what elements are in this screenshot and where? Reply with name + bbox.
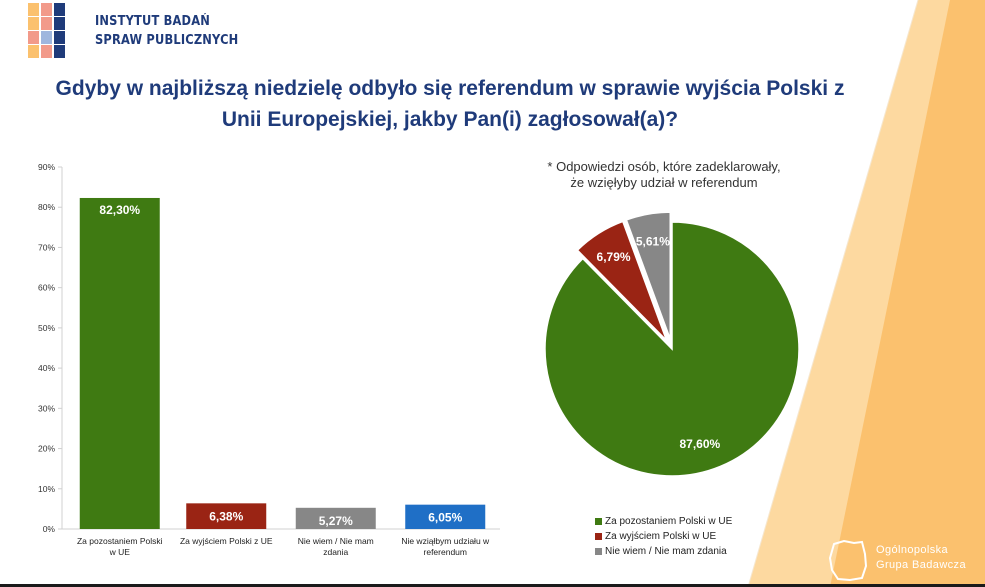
pie-legend xyxy=(595,514,732,559)
y-tick-label: 90% xyxy=(37,162,55,172)
x-tick-label: referendum xyxy=(423,547,467,557)
x-tick-label: Za pozostaniem Polski xyxy=(76,536,163,546)
y-tick-label: 60% xyxy=(37,282,55,293)
y-tick-label: 40% xyxy=(37,363,55,374)
y-tick-label: 50% xyxy=(37,322,55,333)
legend-label: Za pozostaniem Polski w UE xyxy=(605,516,733,527)
pie-note-line1: * Odpowiedzi osób, które zadeklarowały, xyxy=(547,159,781,174)
x-tick-label: Nie wiem / Nie mam xyxy=(297,536,374,546)
legend-item xyxy=(595,514,732,529)
chart-title-line2: Unii Europejskiej, jakby Pan(i) zagłosował(a)? xyxy=(221,108,679,131)
pie-note-line2: że wzięłyby udział w referendum xyxy=(570,175,758,190)
x-tick-label: Za wyjściem Polski z UE xyxy=(179,536,273,546)
institute-name-line2: SPRAW PUBLICZNYCH xyxy=(95,33,239,48)
y-tick-label: 10% xyxy=(37,483,55,494)
footer-brand-line1: Ogólnopolska xyxy=(876,544,949,556)
footer-brand xyxy=(876,543,966,573)
legend-label: Za wyjściem Polski w UE xyxy=(605,531,717,542)
x-tick-label: Nie wziąłbym udziału w xyxy=(401,536,490,546)
y-tick-label: 0% xyxy=(42,524,55,534)
legend-label: Nie wiem / Nie mam zdania xyxy=(605,546,727,557)
institute-name-line1: INSTYTUT BADAŃ xyxy=(95,14,211,29)
footer-brand-line2: Grupa Badawcza xyxy=(876,559,966,571)
y-tick-label: 20% xyxy=(37,443,55,454)
x-tick-label: zdania xyxy=(323,547,349,557)
y-tick-label: 70% xyxy=(37,242,55,253)
x-tick-label: w UE xyxy=(109,547,130,557)
bar-value-label: 5,27% xyxy=(318,513,353,528)
legend-item xyxy=(595,529,732,544)
bar-value-label: 82,30% xyxy=(99,202,141,217)
pie-slice xyxy=(545,222,799,476)
legend-swatch xyxy=(595,548,602,555)
pie-value-label: 6,79% xyxy=(596,249,631,264)
footer-map-logo xyxy=(828,540,868,582)
y-tick-label: 30% xyxy=(37,403,55,414)
bar-value-label: 6,05% xyxy=(428,510,463,525)
legend-swatch xyxy=(595,533,602,540)
pie-value-label: 5,61% xyxy=(635,234,670,249)
legend-item xyxy=(595,544,732,559)
bar-value-label: 6,38% xyxy=(209,509,244,524)
legend-swatch xyxy=(595,518,602,525)
pie-value-label: 87,60% xyxy=(679,437,721,452)
chart-title-line1: Gdyby w najbliższą niedzielę odbyło się referendum w sprawie wyjścia Polski z xyxy=(55,77,845,100)
y-tick-label: 80% xyxy=(37,202,55,213)
